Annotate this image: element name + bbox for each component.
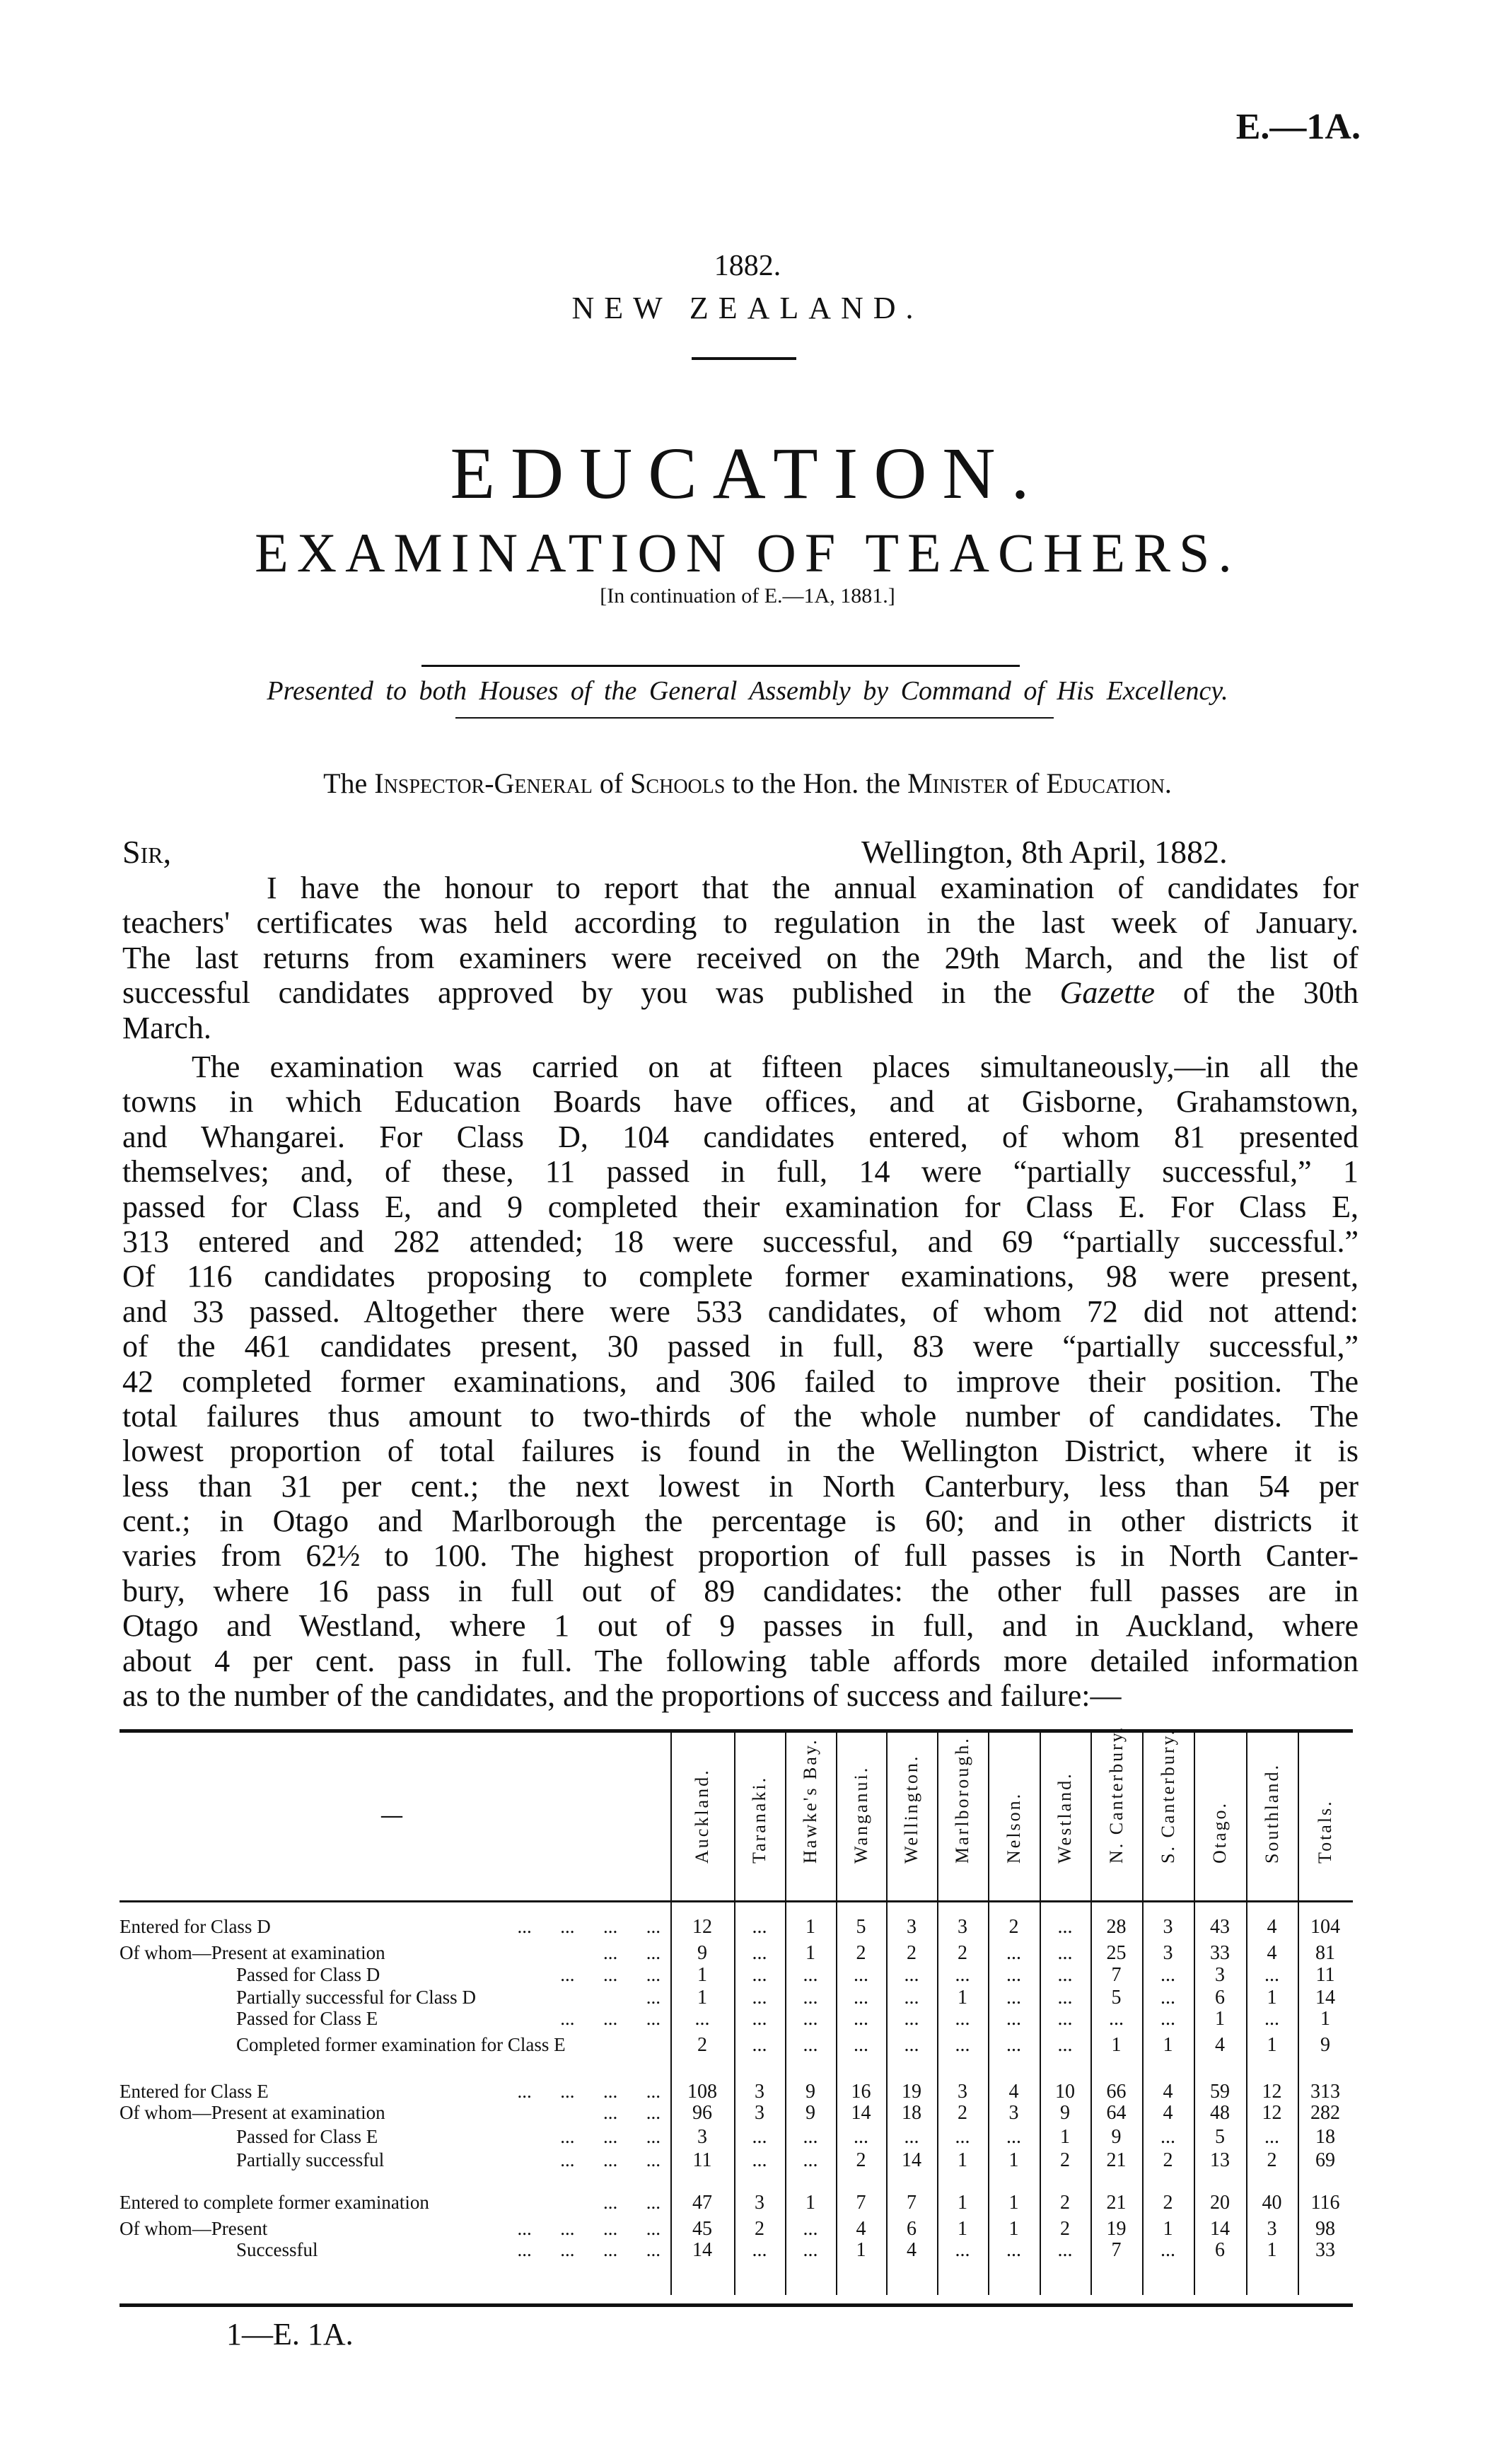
column-header-label: Otago. xyxy=(1209,1801,1230,1864)
table-cell: 108 xyxy=(687,2081,717,2103)
table-cell: 2 xyxy=(907,1942,917,1964)
leader-dots: ... xyxy=(646,1987,661,2008)
column-header-label: Wellington. xyxy=(901,1754,921,1864)
table-cell: 3 xyxy=(1215,1964,1225,1986)
table-cell: 4 xyxy=(856,2218,866,2240)
text-line: as to the number of the candidates, and the proportions of success and failure:— xyxy=(122,1678,1122,1714)
table-cell: ... xyxy=(752,1987,767,2009)
table-cell: 9 xyxy=(1320,2034,1330,2056)
table-cell: 43 xyxy=(1210,1916,1230,1938)
presented-line: Presented to both Houses of the General Assembly by Command of His Excellency. xyxy=(267,676,1228,706)
row-label: Passed for Class E xyxy=(236,2008,378,2029)
text-line: themselves; and, of these, 11 passed in full, 14 were “partially successful,” 1 xyxy=(122,1154,1359,1190)
table-cell: 1 xyxy=(1008,2149,1019,2171)
column-header-label: S. Canterbury. xyxy=(1157,1728,1178,1864)
table-cell: 4 xyxy=(1163,2102,1173,2124)
text-line xyxy=(122,975,1359,1010)
table-cell: ... xyxy=(904,1964,919,1986)
text-line: teachers' certificates was held according to regulation in the last week of January. xyxy=(122,905,1359,941)
table-cell: 3 xyxy=(1008,2102,1019,2124)
page-subtitle: EXAMINATION OF TEACHERS. xyxy=(255,522,1240,583)
column-header-label: Totals. xyxy=(1315,1799,1335,1864)
table-cell: 3 xyxy=(755,2192,764,2214)
leader-dots: ... ... ... xyxy=(560,2149,661,2170)
table-cell: 2 xyxy=(1008,1916,1019,1938)
table-cell: 14 xyxy=(1315,1987,1335,2009)
table-cell: ... xyxy=(955,1964,970,1986)
table-cell: ... xyxy=(1006,2126,1021,2148)
table-cell: 12 xyxy=(1262,2081,1282,2103)
table-cell: 7 xyxy=(856,2192,866,2214)
table-cell: 9 xyxy=(697,1942,707,1964)
table-cell: 9 xyxy=(1111,2126,1122,2148)
table-cell: ... xyxy=(854,1964,868,1986)
table-cell: 66 xyxy=(1106,2081,1127,2103)
row-label: Entered for Class E xyxy=(120,2081,269,2102)
table-cell: 5 xyxy=(1215,2126,1225,2148)
table-cell: ... xyxy=(1006,1942,1021,1964)
text-line: lowest proportion of total failures is found in the Wellington District, where it is xyxy=(122,1434,1359,1469)
table-cell: 2 xyxy=(856,1942,866,1964)
table-cell: ... xyxy=(955,2239,970,2261)
column-header xyxy=(670,1743,734,1885)
text-line: 313 entered and 282 attended; 18 were successful, and 69 “partially successful.” xyxy=(122,1224,1359,1259)
table-cell: ... xyxy=(752,2126,767,2148)
table-cell: 69 xyxy=(1315,2149,1335,2171)
table-bottom-rule xyxy=(120,2303,1353,2307)
table-cell: 4 xyxy=(1008,2081,1019,2103)
row-label: Partially successful xyxy=(236,2149,385,2170)
leader-dots: ... ... ... xyxy=(560,2008,661,2029)
page-footer: 1—E. 1A. xyxy=(226,2317,354,2352)
table-cell: 12 xyxy=(692,1916,712,1938)
table-cell: ... xyxy=(1160,2008,1175,2030)
table-cell: 4 xyxy=(1267,1942,1277,1964)
address-text: The xyxy=(323,767,375,799)
table-cell: 2 xyxy=(1060,2218,1070,2240)
text-line: cent.; in Otago and Marlborough the percentage is 60; and in other districts it xyxy=(122,1504,1359,1539)
row-label: Passed for Class D xyxy=(236,1964,380,1985)
row-label: Of whom—Present xyxy=(120,2218,268,2239)
table-cell: ... xyxy=(854,2008,868,2030)
text-line: varies from 62½ to 100. The highest proportion of full passes is in North Canter- xyxy=(122,1538,1359,1574)
table-cell: 19 xyxy=(902,2081,921,2103)
table-cell: 1 xyxy=(1267,2034,1277,2056)
table-cell: 6 xyxy=(1215,1987,1225,2009)
table-cell: 5 xyxy=(1111,1987,1122,2009)
table-cell: 3 xyxy=(697,2126,707,2148)
table-cell: ... xyxy=(803,2034,818,2056)
table-cell: 2 xyxy=(1163,2192,1173,2214)
text-line: 42 completed former examinations, and 306 failed to improve their position. The xyxy=(122,1364,1359,1399)
table-cell: 1 xyxy=(1163,2218,1173,2240)
column-header xyxy=(1298,1743,1353,1885)
leader-dots: ... ... xyxy=(603,2102,661,2123)
table-cell: ... xyxy=(955,2034,970,2056)
table-cell: 21 xyxy=(1106,2192,1127,2214)
table-cell: 4 xyxy=(1267,1916,1277,1938)
table-cell: ... xyxy=(1160,1964,1175,1986)
year: 1882. xyxy=(714,250,781,282)
table-cell: 3 xyxy=(1163,1942,1173,1964)
table-cell: 96 xyxy=(692,2102,712,2124)
table-cell: ... xyxy=(1057,2008,1073,2030)
table-cell: 9 xyxy=(1060,2102,1070,2124)
text-line: Otago and Westland, where 1 out of 9 passes in full, and in Auckland, where xyxy=(122,1608,1359,1644)
table-cell: 98 xyxy=(1315,2218,1335,2240)
table-cell: ... xyxy=(1006,2034,1021,2056)
table-cell: ... xyxy=(904,2126,919,2148)
table-cell: ... xyxy=(1160,2126,1175,2148)
table-cell: ... xyxy=(1264,2008,1279,2030)
leader-dots: ... ... ... xyxy=(560,2126,661,2147)
text-fragment: successful candidates approved by you was published in the xyxy=(122,975,1060,1011)
column-header xyxy=(886,1743,937,1885)
text-line: Of 116 candidates proposing to complete former examinations, 98 were present, xyxy=(122,1259,1359,1294)
table-cell: 48 xyxy=(1210,2102,1230,2124)
leader-dots: ... ... ... ... xyxy=(517,1916,661,1937)
table-cell: ... xyxy=(752,2034,767,2056)
text-line: and Whangarei. For Class D, 104 candidates entered, of whom 81 presented xyxy=(122,1119,1359,1154)
document-number: E.—1A. xyxy=(1235,107,1361,147)
table-cell: 2 xyxy=(1163,2149,1173,2171)
table-cell: 14 xyxy=(851,2102,871,2124)
address-text: Schools xyxy=(630,767,726,799)
table-cell: ... xyxy=(752,2008,767,2030)
address-line xyxy=(0,767,1495,800)
table-cell: 2 xyxy=(958,1942,967,1964)
text-fragment: of the 30th xyxy=(1155,975,1359,1011)
table-cell: 1 xyxy=(697,1964,707,1986)
column-header xyxy=(1040,1743,1090,1885)
row-label: Entered to complete former examination xyxy=(120,2192,429,2213)
text-line: about 4 per cent. pass in full. The following table affords more detailed information xyxy=(122,1643,1359,1678)
leader-dots: ... ... ... xyxy=(560,1964,661,1985)
column-header xyxy=(836,1743,886,1885)
table-cell: ... xyxy=(854,2034,868,2056)
table-cell: 21 xyxy=(1106,2149,1127,2171)
text-line: The last returns from examiners were received on the 29th March, and the list of xyxy=(122,940,1359,975)
table-cell: 3 xyxy=(907,1916,917,1938)
row-label: Successful xyxy=(236,2239,318,2260)
table-cell: 9 xyxy=(805,2102,815,2124)
row-label: Of whom—Present at examination xyxy=(120,2102,385,2123)
table-cell: ... xyxy=(803,2239,818,2261)
address-text: of xyxy=(592,767,631,799)
table-cell: ... xyxy=(803,1964,818,1986)
text-line: less than 31 per cent.; the next lowest in North Canterbury, less than 54 per xyxy=(122,1468,1359,1504)
country: NEW ZEALAND. xyxy=(571,291,924,325)
table-cell: 3 xyxy=(755,2081,764,2103)
table-cell: 1 xyxy=(805,2192,815,2214)
table-cell: ... xyxy=(1264,2126,1279,2148)
salutation: Sir, xyxy=(122,834,172,870)
table-cell: ... xyxy=(803,2218,818,2240)
address-text: to the Hon. the xyxy=(725,767,908,799)
table-cell: 1 xyxy=(805,1916,815,1938)
column-header-label: Wanganui. xyxy=(850,1765,871,1864)
table-cell: 28 xyxy=(1106,1916,1127,1938)
text-line: of the 461 candidates present, 30 passed in full, 83 were “partially successful,” xyxy=(122,1329,1359,1364)
table-cell: ... xyxy=(955,2008,970,2030)
table-cell: ... xyxy=(1057,2034,1073,2056)
table-cell: ... xyxy=(1006,1987,1021,2009)
table-cell: 6 xyxy=(1215,2239,1225,2261)
column-header xyxy=(988,1743,1040,1885)
column-header-label: Nelson. xyxy=(1003,1791,1024,1864)
table-cell: 1 xyxy=(958,1987,967,2009)
table-cell: 14 xyxy=(1210,2218,1230,2240)
table-cell: 1 xyxy=(1163,2034,1173,2056)
column-header-label: Marlborough. xyxy=(952,1736,972,1864)
table-cell: 3 xyxy=(755,2102,764,2124)
table-cell: 18 xyxy=(1315,2126,1335,2148)
table-cell: 2 xyxy=(1060,2192,1070,2214)
table-cell: 4 xyxy=(1163,2081,1173,2103)
table-cell: 33 xyxy=(1315,2239,1335,2261)
row-label: Partially successful for Class D xyxy=(236,1987,476,2008)
continuation-note: [In continuation of E.—1A, 1881.] xyxy=(600,584,895,608)
column-header xyxy=(1194,1743,1246,1885)
table-cell: ... xyxy=(1264,1964,1279,1986)
table-cell: ... xyxy=(1006,1964,1021,1986)
address-text: Minister xyxy=(907,767,1009,799)
table-cell: 4 xyxy=(907,2239,917,2261)
table-cell: ... xyxy=(752,2239,767,2261)
row-label: Entered for Class D xyxy=(120,1916,271,1937)
leader-dots: ... ... xyxy=(603,2192,661,2213)
divider xyxy=(455,717,1054,719)
text-line: I have the honour to report that the annual examination of candidates for xyxy=(267,871,1359,905)
leader-dots: ... ... ... ... xyxy=(517,2239,661,2260)
column-header xyxy=(1246,1743,1298,1885)
table-cell: ... xyxy=(1057,1987,1073,2009)
table-cell: 1 xyxy=(1008,2218,1019,2240)
table-cell: 3 xyxy=(1267,2218,1277,2240)
table-cell: 12 xyxy=(1262,2102,1282,2124)
table-cell: ... xyxy=(854,1987,868,2009)
table-cell: 1 xyxy=(958,2192,967,2214)
column-header-label: Taranaki. xyxy=(749,1775,769,1864)
table-cell: 33 xyxy=(1210,1942,1230,1964)
table-cell: ... xyxy=(904,2008,919,2030)
table-cell: 3 xyxy=(958,2081,967,2103)
table-cell: 3 xyxy=(1163,1916,1173,1938)
table-cell: ... xyxy=(752,1916,767,1938)
table-cell: 1 xyxy=(805,1942,815,1964)
text-line: total failures thus amount to two-thirds of the whole number of candidates. The xyxy=(122,1398,1359,1434)
address-text: Education. xyxy=(1046,767,1172,799)
dateline: Wellington, 8th April, 1882. xyxy=(861,834,1228,870)
address-text: Inspector-General xyxy=(374,767,593,799)
table-cell: 47 xyxy=(692,2192,712,2214)
table-cell: 1 xyxy=(1267,2239,1277,2261)
table-cell: ... xyxy=(1109,2008,1124,2030)
column-header-label: Westland. xyxy=(1054,1772,1075,1864)
divider xyxy=(421,665,1020,667)
address-text: of xyxy=(1008,767,1047,799)
table-cell: 11 xyxy=(692,2149,712,2171)
table-cell: 2 xyxy=(755,2218,764,2240)
row-label: Completed former examination for Class E xyxy=(236,2034,566,2055)
table-cell: 20 xyxy=(1210,2192,1230,2214)
table-cell: 9 xyxy=(805,2081,815,2103)
table-cell: 313 xyxy=(1310,2081,1340,2103)
table-cell: 1 xyxy=(958,2218,967,2240)
table-cell: ... xyxy=(904,1987,919,2009)
table-cell: 14 xyxy=(902,2149,921,2171)
table-cell: 13 xyxy=(1210,2149,1230,2171)
table-cell: ... xyxy=(1160,2239,1175,2261)
table-cell: 1 xyxy=(1267,1987,1277,2009)
table-cell: 2 xyxy=(856,2149,866,2171)
table-cell: 81 xyxy=(1315,1942,1335,1964)
table-cell: ... xyxy=(955,2126,970,2148)
table-cell: ... xyxy=(752,1942,767,1964)
gazette-title: Gazette xyxy=(1059,975,1156,1011)
table-cell: 7 xyxy=(1111,1964,1122,1986)
table-cell: 1 xyxy=(1060,2126,1070,2148)
table-cell: ... xyxy=(803,2149,818,2171)
text-line: and 33 passed. Altogether there were 533 candidates, of whom 72 did not attend: xyxy=(122,1294,1359,1329)
text-line: passed for Class E, and 9 completed their examination for Class E. For Class E, xyxy=(122,1189,1359,1224)
table-cell: 104 xyxy=(1310,1916,1340,1938)
table-cell: ... xyxy=(1006,2239,1021,2261)
table-cell: 1 xyxy=(958,2149,967,2171)
paragraph-1 xyxy=(122,871,1359,1045)
paragraph-2 xyxy=(122,1050,1359,1713)
table-cell: 1 xyxy=(856,2239,866,2261)
page-title: EDUCATION. xyxy=(450,433,1045,514)
table-corner-dash: — xyxy=(381,1803,402,1827)
table-cell: 19 xyxy=(1106,2218,1127,2240)
table-cell: 16 xyxy=(851,2081,871,2103)
table-cell: ... xyxy=(752,2149,767,2171)
table-cell: ... xyxy=(1160,1987,1175,2009)
column-header xyxy=(734,1743,785,1885)
table-cell: 4 xyxy=(1215,2034,1225,2056)
table-cell: 6 xyxy=(907,2218,917,2240)
table-cell: 25 xyxy=(1106,1942,1127,1964)
text-line: March. xyxy=(122,1010,211,1045)
table-cell: 7 xyxy=(1111,2239,1122,2261)
table-cell: ... xyxy=(1057,1964,1073,1986)
table-cell: 14 xyxy=(692,2239,712,2261)
table-cell: ... xyxy=(803,2126,818,2148)
column-header xyxy=(1090,1725,1142,1885)
table-cell: 40 xyxy=(1262,2192,1282,2214)
table-cell: 1 xyxy=(1320,2008,1330,2030)
text-line: towns in which Education Boards have offices, and at Gisborne, Grahamstown, xyxy=(122,1084,1359,1120)
column-header-label: N. Canterbury. xyxy=(1105,1725,1127,1864)
column-header xyxy=(1142,1728,1194,1885)
leader-dots: ... ... ... ... xyxy=(517,2218,661,2239)
table-cell: ... xyxy=(1057,2239,1073,2261)
table-cell: 1 xyxy=(1215,2008,1225,2030)
table-cell: 2 xyxy=(958,2102,967,2124)
table-cell: 2 xyxy=(697,2034,707,2056)
table-cell: 2 xyxy=(1267,2149,1277,2171)
table-cell: ... xyxy=(854,2126,868,2148)
column-header-label: Southland. xyxy=(1261,1763,1282,1864)
table-cell: 11 xyxy=(1315,1964,1335,1986)
text-line: bury, where 16 pass in full out of 89 candidates: the other full passes are in xyxy=(122,1573,1359,1608)
table-cell: ... xyxy=(803,2008,818,2030)
table-cell: 18 xyxy=(902,2102,921,2124)
table-cell: 1 xyxy=(1008,2192,1019,2214)
table-cell: 1 xyxy=(1111,2034,1122,2056)
leader-dots: ... ... xyxy=(603,1942,661,1963)
table-header-rule xyxy=(120,1900,1353,1902)
table-cell: 59 xyxy=(1210,2081,1230,2103)
table-cell: 3 xyxy=(958,1916,967,1938)
column-header xyxy=(785,1738,836,1885)
table-cell: ... xyxy=(752,1964,767,1986)
leader-dots: ... ... ... ... xyxy=(517,2081,661,2102)
table-cell: 116 xyxy=(1310,2192,1340,2214)
row-label: Of whom—Present at examination xyxy=(120,1942,385,1963)
table-cell: ... xyxy=(694,2008,710,2030)
table-cell: 45 xyxy=(692,2218,712,2240)
divider xyxy=(692,357,796,360)
table-cell: 7 xyxy=(907,2192,917,2214)
column-header-label: Hawke's Bay. xyxy=(800,1738,820,1864)
table-cell: ... xyxy=(803,1987,818,2009)
table-cell: 64 xyxy=(1106,2102,1127,2124)
text-line: The examination was carried on at fifteen places simultaneously,—in all the xyxy=(192,1050,1359,1084)
table-cell: ... xyxy=(1006,2008,1021,2030)
column-header xyxy=(937,1736,988,1885)
table-cell: 1 xyxy=(697,1987,707,2009)
table-cell: 5 xyxy=(856,1916,866,1938)
statistics-table xyxy=(120,1725,1353,2306)
column-header-label: Auckland. xyxy=(692,1768,712,1864)
row-label: Passed for Class E xyxy=(236,2126,378,2147)
table-cell: 282 xyxy=(1310,2102,1340,2124)
table-cell: 10 xyxy=(1055,2081,1075,2103)
table-cell: ... xyxy=(904,2034,919,2056)
table-cell: ... xyxy=(1057,1942,1073,1964)
table-cell: ... xyxy=(1057,1916,1073,1938)
table-cell: 2 xyxy=(1060,2149,1070,2171)
